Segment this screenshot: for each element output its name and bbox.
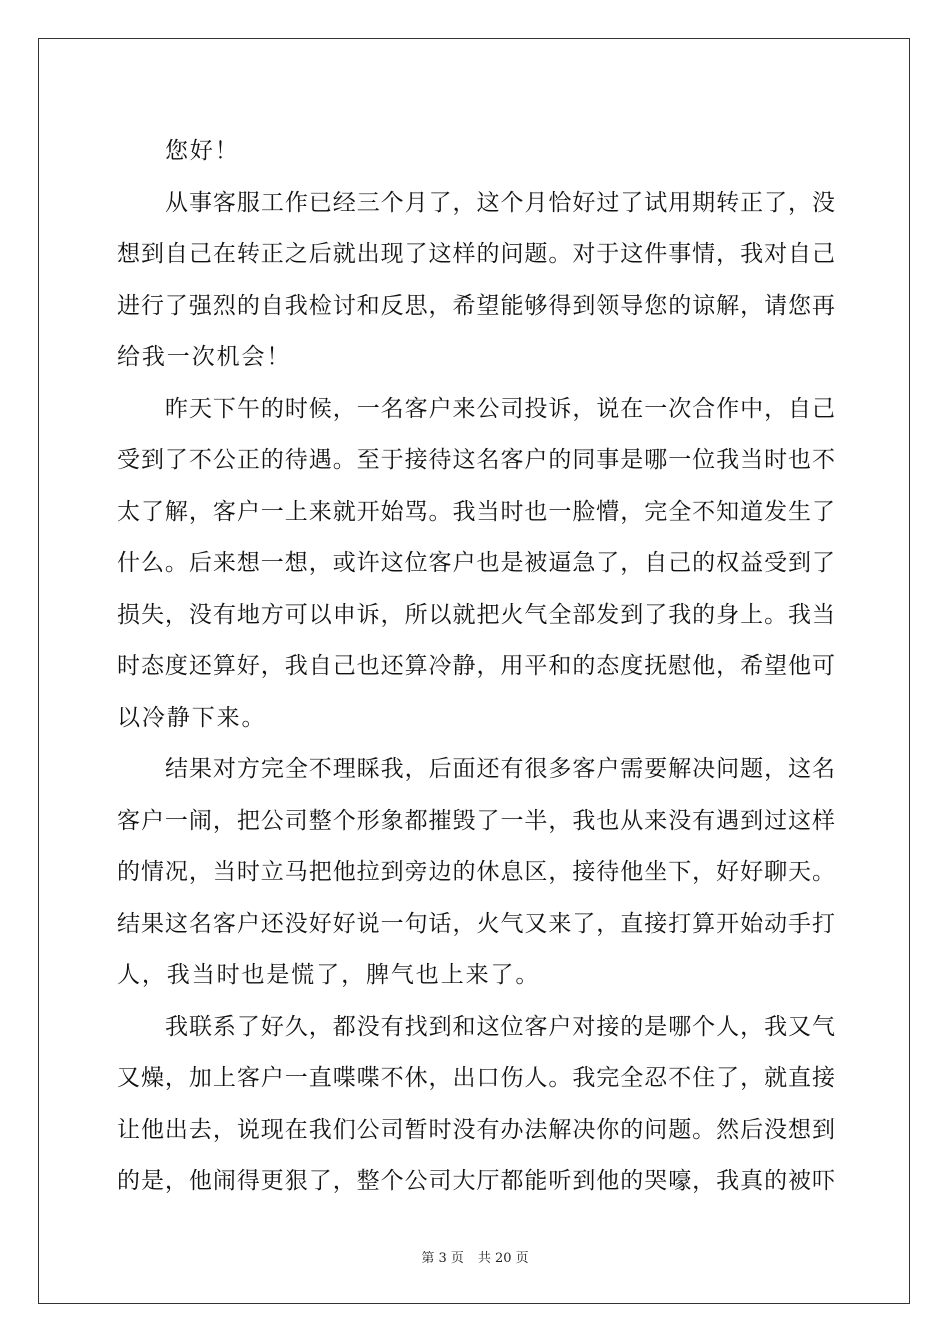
text-line: 以冷静下来。 (117, 704, 267, 731)
page-number: 第 3 页 (421, 1251, 464, 1266)
text-line: 客户一闹，把公司整个形象都摧毁了一半，我也从来没有遇到过这样 (117, 807, 835, 834)
text-line: 受到了不公正的待遇。至于接待这名客户的同事是哪一位我当时也不 (117, 447, 835, 473)
text-line: 的情况，当时立马把他拉到旁边的休息区，接待他坐下，好好聊天。 (117, 859, 835, 885)
text-line: 您好！ (165, 138, 240, 164)
text-line: 时态度还算好，我自己也还算冷静，用平和的态度抚慰他，希望他可 (117, 653, 835, 679)
text-line: 给我一次机会！ (117, 344, 292, 370)
text-line: 什么。后来想一想，或许这位客户也是被逼急了，自己的权益受到了 (117, 550, 835, 576)
text-line: 人，我当时也是慌了，脾气也上来了。 (117, 962, 541, 988)
text-line: 又燥，加上客户一直喋喋不休，出口伤人。我完全忍不住了，就直接 (117, 1065, 835, 1091)
text-line: 进行了强烈的自我检讨和反思，希望能够得到领导您的谅解，请您再 (117, 292, 835, 319)
page-footer (0, 1247, 950, 1266)
text-line: 昨天下午的时候，一名客户来公司投诉，说在一次合作中，自己 (165, 395, 835, 422)
text-line: 让他出去，说现在我们公司暂时没有办法解决你的问题。然后没想到 (117, 1116, 835, 1143)
text-line: 结果对方完全不理睬我，后面还有很多客户需要解决问题，这名 (165, 756, 835, 782)
document-body (117, 126, 835, 1208)
text-line: 结果这名客户还没好好说一句话，火气又来了，直接打算开始动手打 (117, 910, 835, 937)
text-line: 我联系了好久，都没有找到和这位客户对接的是哪个人，我又气 (165, 1013, 835, 1040)
text-line: 太了解，客户一上来就开始骂。我当时也一脸懵，完全不知道发生了 (117, 498, 835, 525)
page-total: 共 20 页 (477, 1251, 529, 1266)
text-line: 损失，没有地方可以申诉，所以就把火气全部发到了我的身上。我当 (117, 601, 835, 628)
text-line: 从事客服工作已经三个月了，这个月恰好过了试用期转正了，没 (165, 189, 835, 216)
text-line: 的是，他闹得更狠了，整个公司大厅都能听到他的哭嚎，我真的被吓 (117, 1168, 835, 1194)
text-line: 想到自己在转正之后就出现了这样的问题。对于这件事情，我对自己 (117, 241, 835, 267)
